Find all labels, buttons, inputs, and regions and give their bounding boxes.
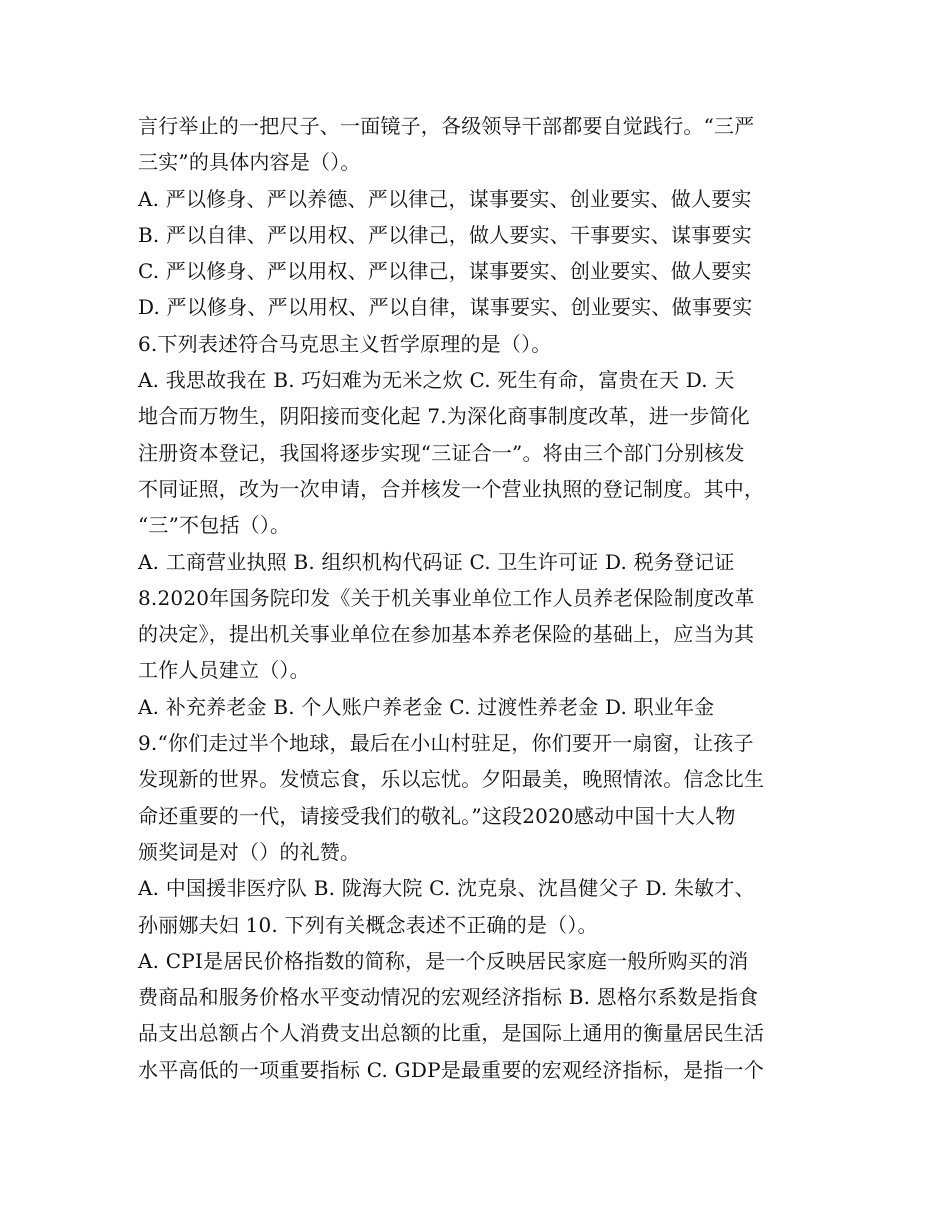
text-line: 费商品和服务价格水平变动情况的宏观经济指标 B. 恩格尔系数是指食	[138, 985, 759, 1010]
document-body	[138, 108, 818, 1088]
text-line: 不同证照，改为一次申请，合并核发一个营业执照的登记制度。其中，	[138, 476, 765, 501]
text-line: 三实”的具体内容是（）。	[138, 150, 361, 175]
text-line: A. 我思故我在 B. 巧妇难为无米之炊 C. 死生有命，富贵在天 D. 天	[138, 368, 735, 393]
text-line: A. 严以修身、严以养德、严以律己，谋事要实、创业要实、做人要实	[138, 186, 752, 211]
text-line: 的决定》，提出机关事业单位在参加基本养老保险的基础上，应当为其	[138, 622, 755, 647]
text-line: A. 工商营业执照 B. 组织机构代码证 C. 卫生许可证 D. 税务登记证	[138, 549, 735, 574]
text-line: 地合而万物生，阴阳接而变化起 7.为深化商事制度改革，进一步简化	[138, 404, 750, 429]
text-line: A. 补充养老金 B. 个人账户养老金 C. 过渡性养老金 D. 职业年金	[138, 694, 715, 719]
text-line: 发现新的世界。发愤忘食，乐以忘忧。夕阳最美，晚照情浓。信念比生	[138, 767, 765, 792]
text-line: A. 中国援非医疗队 B. 陇海大院 C. 沈克泉、沈昌健父子 D. 朱敏才、	[138, 876, 755, 901]
text-line: 品支出总额占个人消费支出总额的比重，是国际上通用的衡量居民生活	[138, 1021, 765, 1046]
text-line: 注册资本登记，我国将逐步实现“三证合一”。将由三个部门分别核发	[138, 440, 745, 465]
text-line: 命还重要的一代，请接受我们的敬礼。”这段2020感动中国十大人物	[138, 803, 736, 828]
text-line: A. CPI是居民价格指数的简称，是一个反映居民家庭一般所购买的消	[138, 948, 749, 973]
text-line: 言行举止的一把尺子、一面镜子，各级领导干部都要自觉践行。“三严	[138, 114, 755, 138]
text-line: “三”不包括（）。	[138, 513, 291, 538]
text-line: 9.“你们走过半个地球，最后在小山村驻足，你们要开一扇窗，让孩子	[138, 731, 754, 756]
text-line: 8.2020年国务院印发《关于机关事业单位工作人员养老保险制度改革	[138, 585, 755, 610]
text-line: 水平高低的一项重要指标 C. GDP是最重要的宏观经济指标，是指一个	[138, 1057, 764, 1082]
text-line: 6.下列表述符合马克思主义哲学原理的是（）。	[138, 331, 552, 356]
text-line: 孙丽娜夫妇 10. 下列有关概念表述不正确的是（）。	[138, 912, 598, 937]
text-line: 颁奖词是对（）的礼赞。	[138, 839, 361, 864]
text-line: B. 严以自律、严以用权、严以律己，做人要实、干事要实、谋事要实	[138, 222, 752, 247]
text-line: 工作人员建立（）。	[138, 658, 310, 683]
text-line: C. 严以修身、严以用权、严以律己，谋事要实、创业要实、做人要实	[138, 259, 752, 284]
text-line: D. 严以修身、严以用权、严以自律，谋事要实、创业要实、做事要实	[138, 295, 753, 320]
